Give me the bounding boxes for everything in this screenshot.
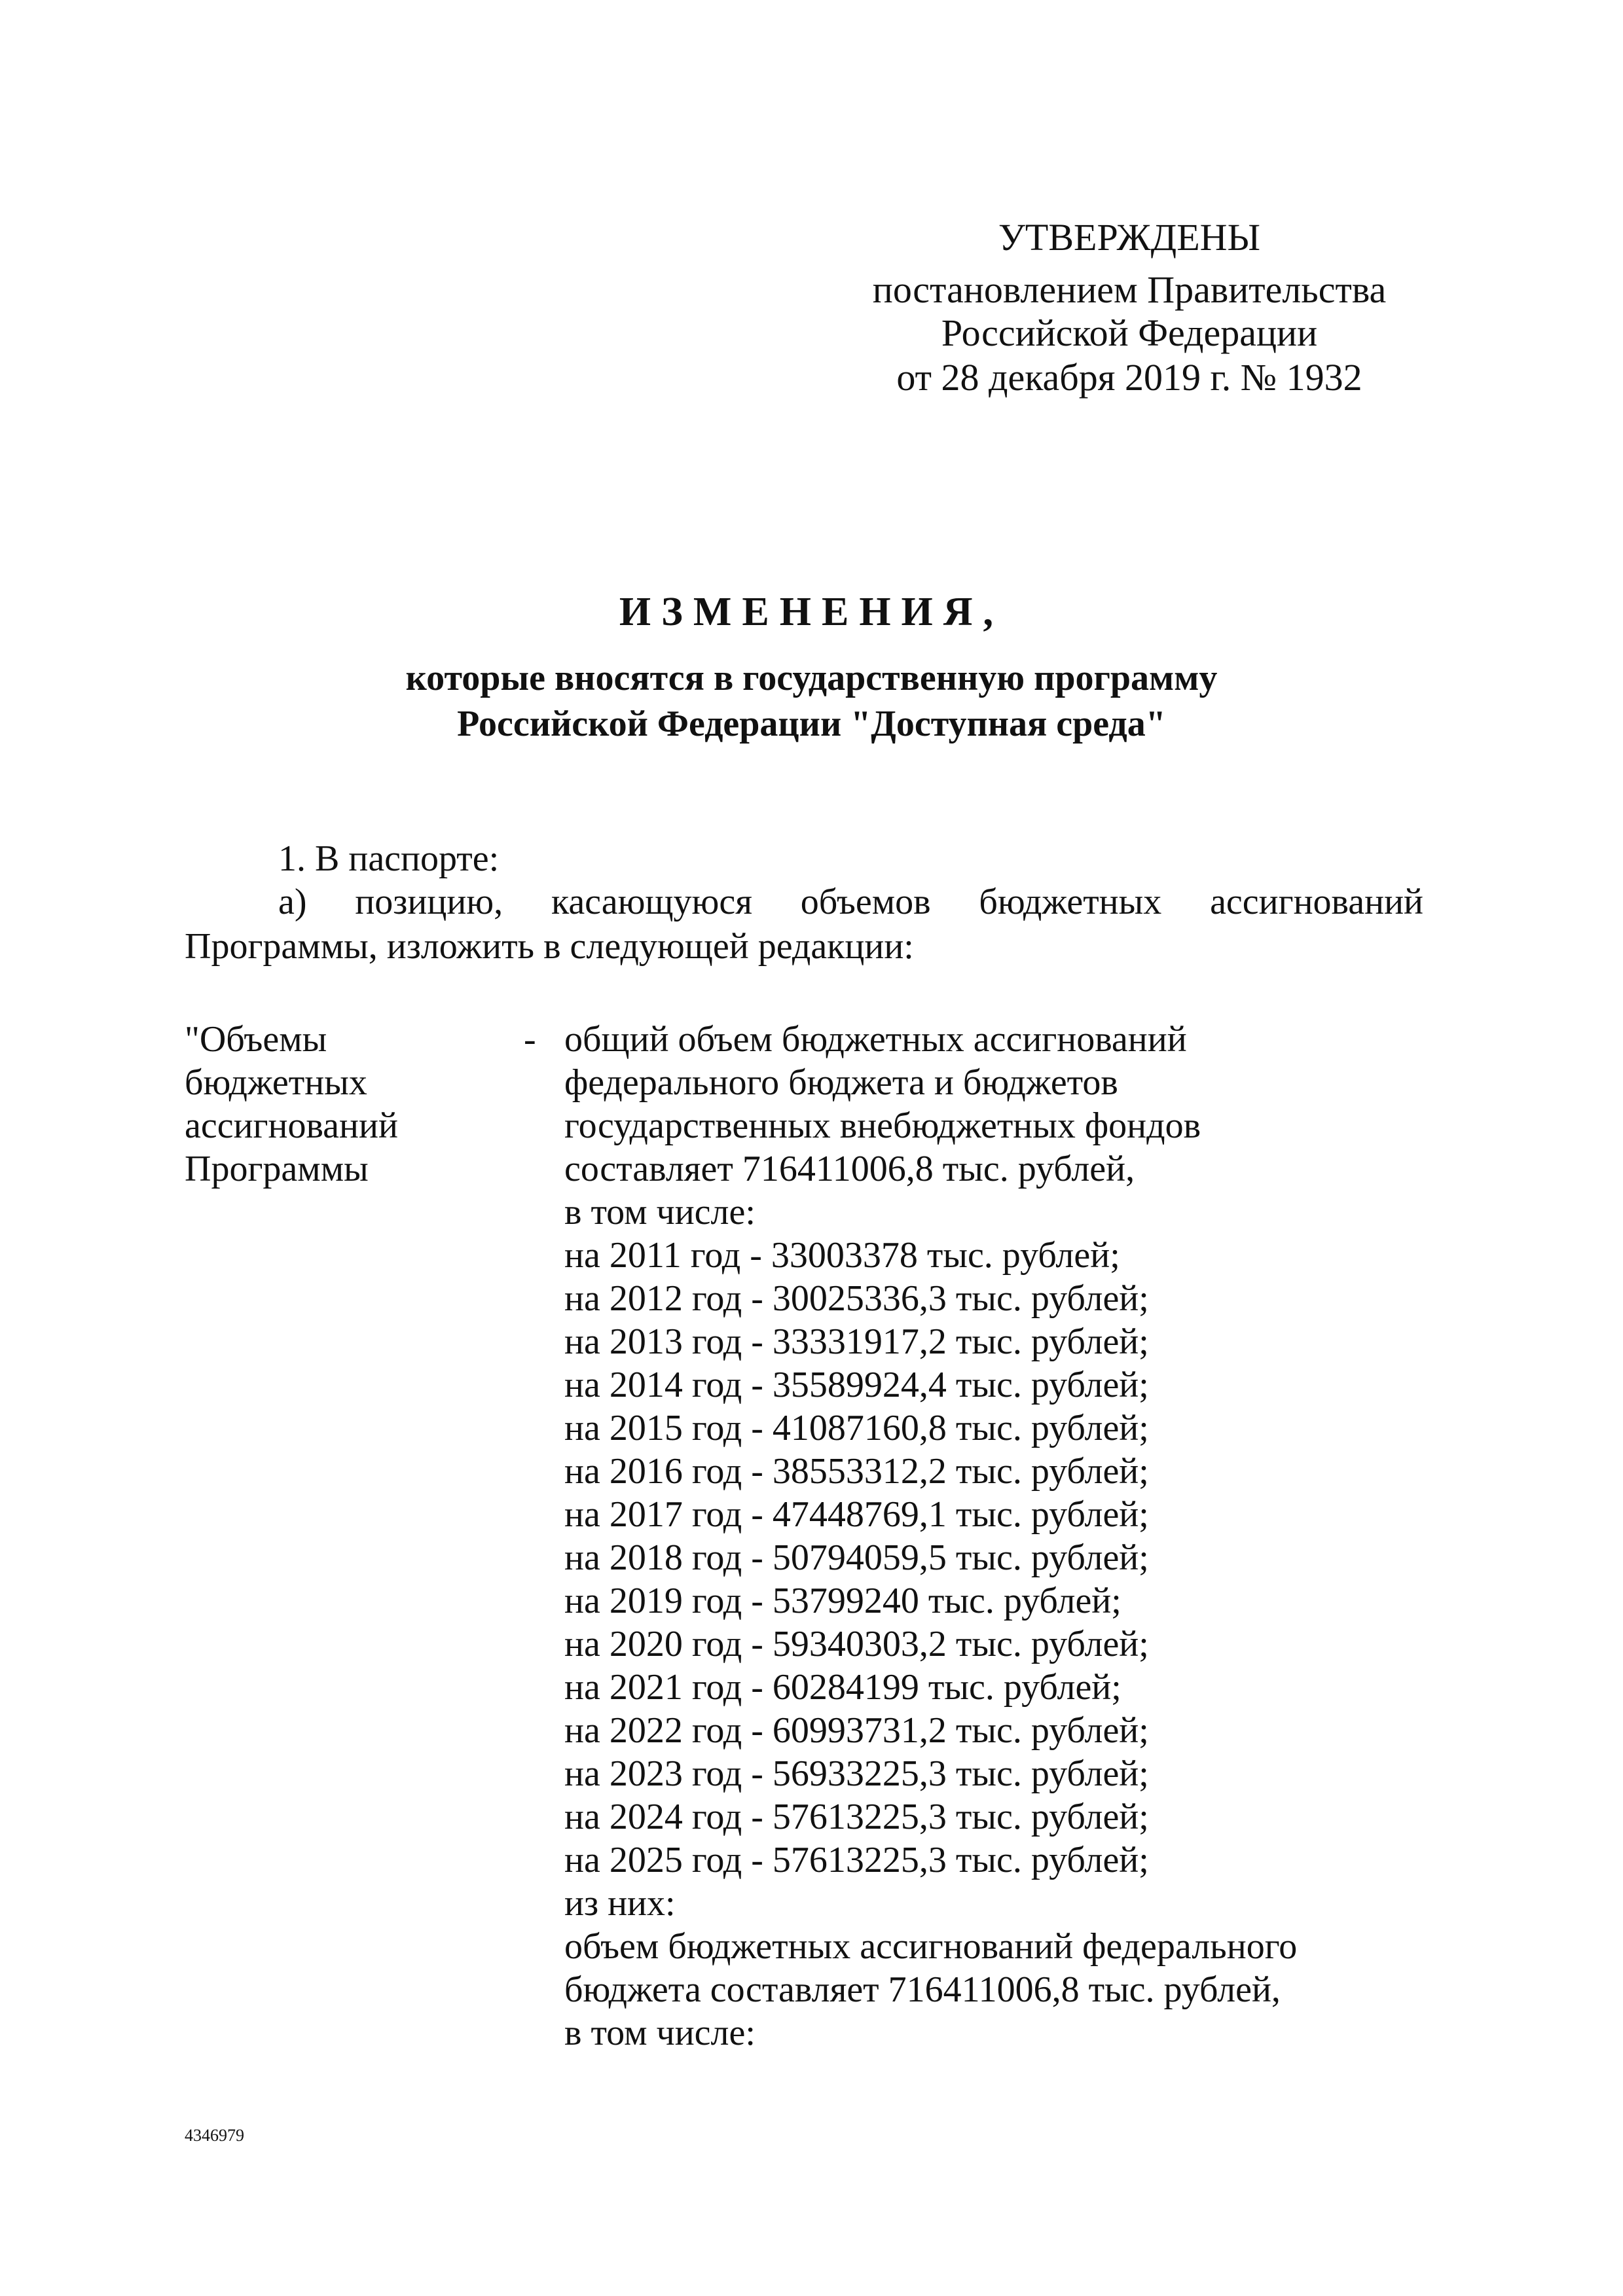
year-allocation: на 2014 год - 35589924,4 тыс. рублей; [564,1365,1149,1405]
approval-line-3: от 28 декабря 2019 г. № 1932 [896,356,1362,399]
year-allocation: на 2012 год - 30025336,3 тыс. рублей; [564,1278,1149,1319]
item-1: 1. В паспорте: [278,838,500,879]
year-allocation: на 2017 год - 47448769,1 тыс. рублей; [564,1494,1149,1535]
title-sub-1: которые вносятся в государственную программу [405,658,1218,698]
right-line: бюджета составляет 716411006,8 тыс. рублей, [564,1969,1281,2010]
right-line: федерального бюджета и бюджетов [564,1062,1118,1103]
label-line: ассигнований [185,1105,398,1146]
year-allocation: на 2011 год - 33003378 тыс. рублей; [564,1235,1120,1276]
year-allocation: на 2025 год - 57613225,3 тыс. рублей; [564,1840,1149,1880]
year-allocation: на 2020 год - 59340303,2 тыс. рублей; [564,1624,1149,1664]
title-main: ИЗМЕНЕНИЯ, [619,590,1004,634]
year-allocation: на 2024 год - 57613225,3 тыс. рублей; [564,1797,1149,1837]
year-allocation: на 2015 год - 41087160,8 тыс. рублей; [564,1408,1149,1448]
year-allocation: на 2018 год - 50794059,5 тыс. рублей; [564,1537,1149,1578]
item-a-word: касающуюся [551,882,752,922]
label-line: "Объемы [185,1019,327,1060]
right-line: объем бюджетных ассигнований федерального [564,1926,1298,1967]
item-a-word: ассигнований [1210,882,1424,922]
title-sub-2: Российской Федерации "Доступная среда" [457,704,1166,744]
right-line: составляет 716411006,8 тыс. рублей, [564,1149,1135,1189]
right-line: общий объем бюджетных ассигнований [564,1019,1187,1060]
year-allocation: на 2022 год - 60993731,2 тыс. рублей; [564,1710,1149,1751]
item-a-continuation: Программы, изложить в следующей редакции: [185,926,914,967]
year-allocation: на 2016 год - 38553312,2 тыс. рублей; [564,1451,1149,1492]
item-a-word: объемов [800,882,931,922]
year-allocation: на 2019 год - 53799240 тыс. рублей; [564,1581,1122,1621]
right-line: в том числе: [564,2013,756,2053]
dash-separator: - [524,1019,536,1060]
approval-line-1: постановлением Правительства [872,268,1387,311]
item-a-word: а) позицию, [278,882,503,922]
document-code: 4346979 [185,2126,244,2145]
item-a-word: бюджетных [979,882,1162,922]
right-line: государственных внебюджетных фондов [564,1105,1201,1146]
approval-heading: УТВЕРЖДЕНЫ [998,216,1261,259]
year-allocation: на 2023 год - 56933225,3 тыс. рублей; [564,1753,1149,1794]
label-line: Программы [185,1149,369,1189]
year-allocation: на 2021 год - 60284199 тыс. рублей; [564,1667,1122,1708]
label-line: бюджетных [185,1062,367,1103]
year-allocation: на 2013 год - 33331917,2 тыс. рублей; [564,1321,1149,1362]
item-a-line [278,881,1423,923]
approval-line-2: Российской Федерации [941,312,1318,354]
right-line: в том числе: [564,1192,756,1232]
right-line: из них: [564,1883,676,1924]
